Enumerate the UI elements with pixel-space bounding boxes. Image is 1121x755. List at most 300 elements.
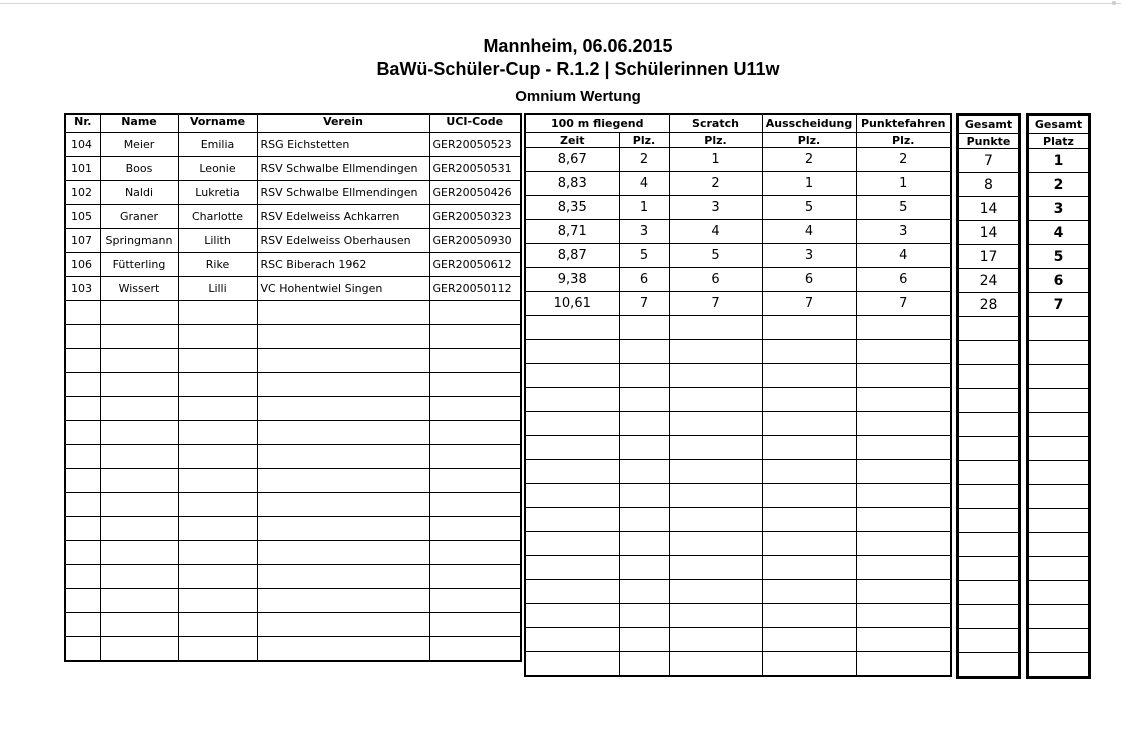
empty-cell [619, 412, 669, 436]
empty-cell [669, 364, 762, 388]
empty-cell [1028, 557, 1090, 581]
empty-cell [762, 556, 856, 580]
empty-cell [619, 580, 669, 604]
table-row [958, 197, 1020, 221]
cell-vorname: Lilith [178, 229, 257, 253]
empty-cell [958, 485, 1020, 509]
empty-cell [856, 484, 951, 508]
empty-cell [856, 508, 951, 532]
empty-cell [178, 541, 257, 565]
empty-row [65, 613, 521, 637]
empty-cell [1028, 437, 1090, 461]
empty-cell [1028, 605, 1090, 629]
cell-verein: RSV Edelweiss Achkarren [257, 205, 429, 229]
empty-cell [65, 325, 100, 349]
empty-row [525, 340, 951, 364]
cell-verein: RSV Schwalbe Ellmendingen [257, 181, 429, 205]
empty-cell [178, 349, 257, 373]
empty-cell [669, 652, 762, 677]
empty-cell [619, 508, 669, 532]
empty-cell [257, 397, 429, 421]
empty-row [958, 605, 1020, 629]
empty-cell [257, 517, 429, 541]
cell-name: Wissert [100, 277, 178, 301]
empty-cell [65, 517, 100, 541]
col-header-uci: UCI-Code [429, 114, 521, 133]
empty-cell [958, 533, 1020, 557]
empty-cell [762, 412, 856, 436]
empty-row [958, 533, 1020, 557]
empty-row [525, 508, 951, 532]
empty-row [958, 437, 1020, 461]
empty-cell [1028, 461, 1090, 485]
empty-cell [619, 556, 669, 580]
table-row [958, 173, 1020, 197]
empty-row [525, 316, 951, 340]
empty-cell [856, 412, 951, 436]
empty-cell [178, 469, 257, 493]
empty-row [1028, 461, 1090, 485]
col-header-plz-ausscheidung: Plz. [762, 133, 856, 148]
cell-scratch: 7 [669, 292, 762, 316]
col-header-vorname: Vorname [178, 114, 257, 133]
cell-name: Springmann [100, 229, 178, 253]
table-row [65, 157, 521, 181]
empty-cell [1028, 653, 1090, 678]
empty-cell [525, 628, 619, 652]
table-row [958, 221, 1020, 245]
cell-zeit: 8,71 [525, 220, 619, 244]
empty-cell [429, 589, 521, 613]
cell-nr: 101 [65, 157, 100, 181]
empty-cell [1028, 413, 1090, 437]
cell-uci-code: GER20050323 [429, 205, 521, 229]
cell-gesamt-platz: 6 [1028, 269, 1090, 293]
empty-cell [525, 316, 619, 340]
empty-cell [257, 373, 429, 397]
empty-cell [856, 364, 951, 388]
event-title: BaWü-Schüler-Cup - R.1.2 | Schülerinnen U11w [376, 59, 780, 79]
cell-gesamt-punkte: 14 [958, 221, 1020, 245]
empty-row [525, 484, 951, 508]
empty-row [525, 388, 951, 412]
empty-cell [429, 325, 521, 349]
empty-row [958, 317, 1020, 341]
empty-cell [856, 604, 951, 628]
cell-gesamt-platz: 5 [1028, 245, 1090, 269]
cell-scratch: 5 [669, 244, 762, 268]
empty-row [525, 628, 951, 652]
empty-cell [669, 604, 762, 628]
empty-row [65, 493, 521, 517]
empty-cell [257, 613, 429, 637]
cell-punktefahren: 2 [856, 148, 951, 172]
cell-plz-100m: 3 [619, 220, 669, 244]
empty-cell [669, 340, 762, 364]
empty-row [65, 349, 521, 373]
empty-cell [619, 532, 669, 556]
empty-cell [178, 373, 257, 397]
cell-verein: VC Hohentwiel Singen [257, 277, 429, 301]
empty-row [1028, 629, 1090, 653]
cell-plz-100m: 1 [619, 196, 669, 220]
empty-row [958, 629, 1020, 653]
empty-cell [257, 445, 429, 469]
col-header-verein: Verein [257, 114, 429, 133]
event-location-date: Mannheim, 06.06.2015 [483, 36, 673, 56]
cell-verein: RSV Edelweiss Oberhausen [257, 229, 429, 253]
empty-row [1028, 557, 1090, 581]
total-points-table [956, 113, 1021, 679]
empty-cell [958, 461, 1020, 485]
empty-row [525, 364, 951, 388]
empty-cell [856, 628, 951, 652]
empty-row [958, 461, 1020, 485]
empty-cell [257, 637, 429, 662]
empty-row [65, 589, 521, 613]
cell-gesamt-punkte: 14 [958, 197, 1020, 221]
empty-cell [669, 484, 762, 508]
cell-gesamt-platz: 7 [1028, 293, 1090, 317]
empty-cell [257, 565, 429, 589]
cell-plz-100m: 7 [619, 292, 669, 316]
empty-cell [525, 460, 619, 484]
table-row [958, 245, 1020, 269]
empty-cell [762, 340, 856, 364]
empty-row [958, 509, 1020, 533]
cell-punktefahren: 7 [856, 292, 951, 316]
section-title: Omnium Wertung [515, 88, 641, 105]
empty-cell [429, 445, 521, 469]
empty-row [1028, 485, 1090, 509]
page-top-border [0, 3, 1121, 4]
empty-cell [178, 421, 257, 445]
empty-cell [958, 581, 1020, 605]
empty-cell [619, 484, 669, 508]
empty-cell [958, 317, 1020, 341]
empty-row [958, 653, 1020, 678]
table-row [958, 269, 1020, 293]
empty-cell [762, 628, 856, 652]
cell-gesamt-punkte: 8 [958, 173, 1020, 197]
cell-nr: 103 [65, 277, 100, 301]
empty-cell [1028, 485, 1090, 509]
empty-cell [762, 388, 856, 412]
table-row [958, 293, 1020, 317]
cell-scratch: 1 [669, 148, 762, 172]
empty-cell [178, 613, 257, 637]
empty-row [1028, 413, 1090, 437]
empty-row [1028, 365, 1090, 389]
cell-zeit: 8,83 [525, 172, 619, 196]
empty-row [65, 565, 521, 589]
empty-cell [257, 325, 429, 349]
empty-cell [619, 604, 669, 628]
cell-zeit: 8,35 [525, 196, 619, 220]
empty-cell [100, 469, 178, 493]
table-row [525, 244, 951, 268]
empty-cell [669, 412, 762, 436]
empty-cell [257, 541, 429, 565]
empty-cell [65, 637, 100, 662]
empty-cell [429, 421, 521, 445]
empty-cell [65, 541, 100, 565]
empty-cell [856, 580, 951, 604]
empty-cell [856, 652, 951, 677]
table-row [525, 148, 951, 172]
cell-nr: 104 [65, 133, 100, 157]
table-row [525, 196, 951, 220]
empty-cell [100, 565, 178, 589]
empty-cell [65, 565, 100, 589]
cell-vorname: Rike [178, 253, 257, 277]
cell-zeit: 8,67 [525, 148, 619, 172]
empty-cell [429, 373, 521, 397]
empty-cell [762, 508, 856, 532]
empty-cell [762, 532, 856, 556]
empty-cell [429, 541, 521, 565]
cell-ausscheidung: 6 [762, 268, 856, 292]
empty-cell [669, 388, 762, 412]
empty-cell [65, 589, 100, 613]
cell-plz-100m: 6 [619, 268, 669, 292]
empty-row [958, 413, 1020, 437]
empty-cell [257, 301, 429, 325]
table-row [65, 229, 521, 253]
empty-cell [65, 613, 100, 637]
table-row [65, 277, 521, 301]
col-header-platz: Platz [1028, 134, 1090, 149]
empty-row [958, 557, 1020, 581]
empty-cell [257, 421, 429, 445]
table-row [525, 292, 951, 316]
empty-cell [257, 493, 429, 517]
empty-cell [669, 556, 762, 580]
discipline-results-table [524, 113, 952, 677]
empty-cell [525, 364, 619, 388]
empty-cell [257, 589, 429, 613]
empty-row [1028, 533, 1090, 557]
cell-name: Meier [100, 133, 178, 157]
col-header-plz-punktefahren: Plz. [856, 133, 951, 148]
empty-row [958, 365, 1020, 389]
col-header-gesamt-punkte: Gesamt [958, 115, 1020, 134]
table-row [1028, 149, 1090, 173]
empty-cell [1028, 629, 1090, 653]
cell-scratch: 4 [669, 220, 762, 244]
empty-cell [856, 532, 951, 556]
cell-uci-code: GER20050426 [429, 181, 521, 205]
empty-cell [669, 316, 762, 340]
empty-cell [856, 436, 951, 460]
empty-cell [762, 604, 856, 628]
empty-cell [429, 637, 521, 662]
cell-nr: 105 [65, 205, 100, 229]
empty-cell [100, 517, 178, 541]
empty-row [958, 389, 1020, 413]
empty-cell [619, 628, 669, 652]
corner-mark [1112, 1, 1116, 5]
empty-cell [669, 460, 762, 484]
cell-vorname: Leonie [178, 157, 257, 181]
cell-plz-100m: 4 [619, 172, 669, 196]
total-rank-table [1026, 113, 1091, 679]
empty-cell [65, 301, 100, 325]
col-header-gesamt-platz: Gesamt [1028, 115, 1090, 134]
cell-uci-code: GER20050612 [429, 253, 521, 277]
empty-cell [958, 413, 1020, 437]
col-header-punktefahren: Punktefahren [856, 114, 951, 133]
empty-cell [1028, 581, 1090, 605]
empty-row [65, 637, 521, 662]
col-header-plz-100m: Plz. [619, 133, 669, 148]
empty-cell [958, 629, 1020, 653]
empty-cell [429, 613, 521, 637]
col-header-name: Name [100, 114, 178, 133]
cell-uci-code: GER20050930 [429, 229, 521, 253]
cell-name: Fütterling [100, 253, 178, 277]
empty-cell [958, 509, 1020, 533]
table-row [65, 205, 521, 229]
empty-cell [856, 460, 951, 484]
empty-cell [525, 508, 619, 532]
cell-scratch: 3 [669, 196, 762, 220]
empty-row [1028, 653, 1090, 678]
empty-cell [669, 628, 762, 652]
empty-cell [1028, 341, 1090, 365]
table-row [525, 220, 951, 244]
empty-cell [65, 493, 100, 517]
empty-row [65, 373, 521, 397]
empty-cell [762, 436, 856, 460]
empty-cell [525, 340, 619, 364]
empty-cell [958, 365, 1020, 389]
empty-cell [429, 517, 521, 541]
empty-cell [525, 556, 619, 580]
empty-cell [856, 388, 951, 412]
cell-ausscheidung: 7 [762, 292, 856, 316]
cell-verein: RSC Biberach 1962 [257, 253, 429, 277]
empty-cell [65, 445, 100, 469]
empty-cell [65, 373, 100, 397]
empty-row [958, 581, 1020, 605]
cell-vorname: Emilia [178, 133, 257, 157]
empty-cell [669, 508, 762, 532]
empty-row [1028, 605, 1090, 629]
empty-cell [525, 484, 619, 508]
empty-cell [178, 517, 257, 541]
empty-cell [178, 589, 257, 613]
cell-punktefahren: 4 [856, 244, 951, 268]
empty-cell [958, 437, 1020, 461]
empty-cell [958, 389, 1020, 413]
empty-cell [525, 604, 619, 628]
empty-cell [619, 652, 669, 677]
empty-cell [525, 652, 619, 677]
empty-row [65, 325, 521, 349]
cell-gesamt-punkte: 28 [958, 293, 1020, 317]
cell-plz-100m: 2 [619, 148, 669, 172]
cell-gesamt-platz: 1 [1028, 149, 1090, 173]
empty-cell [100, 445, 178, 469]
cell-ausscheidung: 1 [762, 172, 856, 196]
cell-scratch: 2 [669, 172, 762, 196]
cell-plz-100m: 5 [619, 244, 669, 268]
empty-cell [762, 460, 856, 484]
empty-cell [178, 445, 257, 469]
cell-gesamt-platz: 3 [1028, 197, 1090, 221]
empty-cell [100, 637, 178, 662]
empty-row [65, 445, 521, 469]
empty-row [1028, 341, 1090, 365]
empty-cell [429, 397, 521, 421]
empty-cell [100, 325, 178, 349]
empty-row [1028, 389, 1090, 413]
empty-cell [65, 349, 100, 373]
table-row [1028, 197, 1090, 221]
empty-cell [669, 436, 762, 460]
empty-cell [762, 316, 856, 340]
cell-vorname: Lukretia [178, 181, 257, 205]
empty-cell [525, 580, 619, 604]
cell-punktefahren: 6 [856, 268, 951, 292]
empty-row [1028, 509, 1090, 533]
empty-cell [619, 388, 669, 412]
empty-row [1028, 581, 1090, 605]
table-row [958, 149, 1020, 173]
empty-row [525, 460, 951, 484]
cell-nr: 107 [65, 229, 100, 253]
cell-gesamt-punkte: 7 [958, 149, 1020, 173]
empty-cell [619, 436, 669, 460]
cell-verein: RSG Eichstetten [257, 133, 429, 157]
empty-cell [762, 580, 856, 604]
cell-ausscheidung: 4 [762, 220, 856, 244]
col-header-ausscheidung: Ausscheidung [762, 114, 856, 133]
col-header-punkte: Punkte [958, 134, 1020, 149]
empty-cell [65, 421, 100, 445]
empty-cell [1028, 509, 1090, 533]
cell-verein: RSV Schwalbe Ellmendingen [257, 157, 429, 181]
table-row [65, 181, 521, 205]
empty-cell [856, 556, 951, 580]
empty-row [1028, 437, 1090, 461]
empty-cell [856, 316, 951, 340]
empty-row [958, 341, 1020, 365]
empty-cell [525, 532, 619, 556]
empty-cell [619, 460, 669, 484]
empty-cell [257, 469, 429, 493]
empty-cell [178, 325, 257, 349]
empty-cell [429, 565, 521, 589]
cell-name: Graner [100, 205, 178, 229]
empty-cell [178, 637, 257, 662]
empty-cell [525, 388, 619, 412]
cell-nr: 106 [65, 253, 100, 277]
empty-cell [856, 340, 951, 364]
rider-info-table [64, 113, 522, 662]
cell-ausscheidung: 2 [762, 148, 856, 172]
table-row [1028, 269, 1090, 293]
empty-row [958, 485, 1020, 509]
empty-cell [619, 316, 669, 340]
col-header-zeit: Zeit [525, 133, 619, 148]
cell-zeit: 8,87 [525, 244, 619, 268]
cell-uci-code: GER20050112 [429, 277, 521, 301]
table-row [65, 253, 521, 277]
empty-row [65, 421, 521, 445]
cell-uci-code: GER20050531 [429, 157, 521, 181]
